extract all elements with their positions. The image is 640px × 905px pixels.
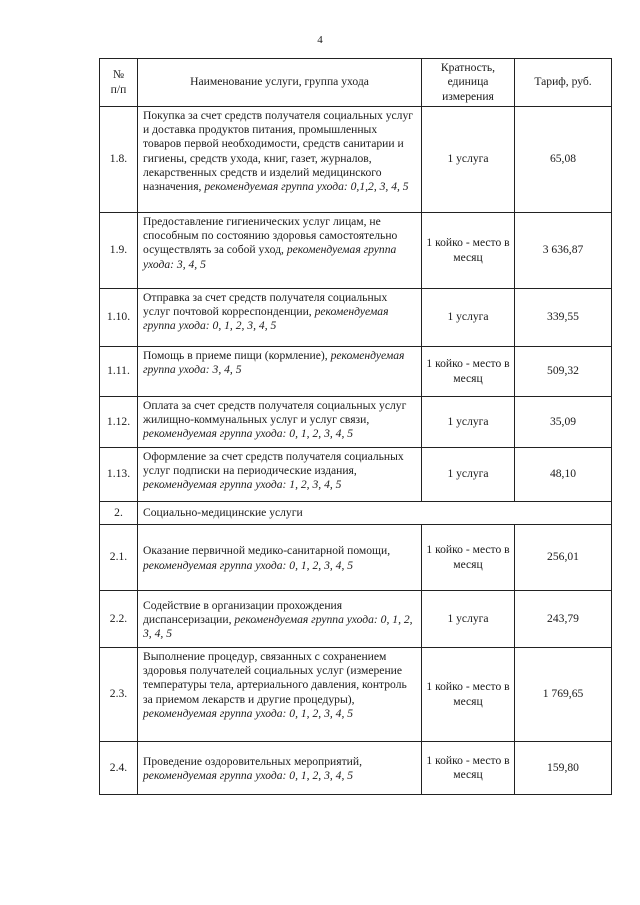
row-num: 2.4.: [100, 742, 138, 795]
care-group: рекомендуемая группа ухода: 0, 1, 2, 3, 4, 5: [143, 305, 389, 333]
table-row: [100, 107, 612, 213]
table-row: [100, 742, 612, 795]
service-text: Оплата за счет средств получателя социальных услуг жилищно-коммунальных услуг и услуг связи,: [143, 399, 407, 427]
table-row: [100, 347, 612, 397]
row-unit: 1 койко - место в месяц: [422, 742, 515, 795]
care-group: рекомендуемая группа ухода: 0, 1, 2, 3, 4, 5: [143, 612, 413, 641]
row-service-name: [138, 347, 422, 397]
row-num: 2.1.: [100, 525, 138, 591]
row-tariff: 3 636,87: [515, 213, 612, 289]
row-service-name: [138, 107, 422, 213]
care-group: рекомендуемая группа ухода: 0, 1, 2, 3, 4, 5: [143, 769, 354, 782]
table-header-row: [100, 59, 612, 107]
row-tariff: 1 769,65: [515, 648, 612, 742]
row-tariff: 35,09: [515, 397, 612, 448]
care-group: рекомендуемая группа ухода: 0, 1, 2, 3, 4, 5: [143, 706, 354, 720]
header-num: № п/п: [100, 59, 138, 107]
header-name: Наименование услуги, группа ухода: [138, 59, 422, 107]
care-group: рекомендуемая группа ухода: 1, 2, 3, 4, 5: [143, 478, 342, 492]
care-group: рекомендуемая группа ухода: 0, 1, 2, 3, 4, 5: [143, 427, 354, 441]
row-service-name: [138, 397, 422, 448]
service-text: Предоставление гигиенических услуг лицам, не способным по состоянию здоровья самостоятельно осуществлять за собой уход,: [143, 215, 398, 257]
table-row: [100, 525, 612, 591]
row-service-name: [138, 742, 422, 795]
row-unit: 1 услуга: [422, 448, 515, 502]
header-tariff: Тариф, руб.: [515, 59, 612, 107]
row-num: 1.11.: [100, 347, 138, 397]
table-row: [100, 591, 612, 648]
row-num: 1.9.: [100, 213, 138, 289]
row-unit: 1 койко - место в месяц: [422, 213, 515, 289]
service-text: Содействие в организации прохождения диспансеризации,: [143, 598, 343, 626]
tariff-table: [99, 58, 612, 795]
row-tariff: 243,79: [515, 591, 612, 648]
care-group: рекомендуемая группа ухода: 0,1,2, 3, 4, 5: [204, 180, 409, 194]
service-text: Оказание первичной медико-санитарной помощи,: [143, 544, 391, 558]
row-service-name: [138, 213, 422, 289]
row-num: 1.13.: [100, 448, 138, 502]
service-text: Проведение оздоровительных мероприятий,: [143, 754, 362, 768]
row-unit: 1 койко - место в месяц: [422, 525, 515, 591]
row-tariff: 256,01: [515, 525, 612, 591]
header-unit: [422, 59, 515, 107]
row-unit: 1 услуга: [422, 397, 515, 448]
table-row: [100, 213, 612, 289]
care-group: рекомендуемая группа ухода: 3, 4, 5: [143, 349, 405, 377]
row-tariff: 48,10: [515, 448, 612, 502]
row-unit: 1 койко - место в месяц: [422, 648, 515, 742]
row-num: 2.2.: [100, 591, 138, 648]
row-service-name: [138, 289, 422, 347]
header-unit-line-1: Кратность,: [440, 61, 496, 75]
table-row: [100, 397, 612, 448]
section-row: [100, 502, 612, 525]
care-group: рекомендуемая группа ухода: 3, 4, 5: [143, 243, 397, 271]
section-num: 2.: [100, 502, 138, 525]
row-num: 1.12.: [100, 397, 138, 448]
service-text: Оформление за счет средств получателя социальных услуг подписки на периодические издания,: [143, 450, 404, 478]
section-title: Социально-медицинские услуги: [138, 502, 612, 525]
row-service-name: [138, 648, 422, 742]
row-num: 1.10.: [100, 289, 138, 347]
row-tariff: 339,55: [515, 289, 612, 347]
table-row: [100, 289, 612, 347]
row-tariff: 509,32: [515, 347, 612, 397]
header-unit-line-2: единица: [447, 75, 489, 89]
row-unit: 1 койко - место в месяц: [422, 347, 515, 397]
service-text: Отправка за счет средств получателя социальных услуг почтовой корреспонденции,: [143, 291, 388, 319]
row-num: 1.8.: [100, 107, 138, 213]
row-unit: 1 услуга: [422, 289, 515, 347]
row-service-name: [138, 525, 422, 591]
row-service-name: [138, 448, 422, 502]
care-group: рекомендуемая группа ухода: 0, 1, 2, 3, 4, 5: [143, 558, 354, 572]
service-text: Выполнение процедур, связанных с сохранением здоровья получателей социальных услуг (измерение температуры тела, артериального давления, контроль за приемом лекарств и другие процедуры),: [143, 650, 407, 706]
table-row: [100, 648, 612, 742]
row-service-name: [138, 591, 422, 648]
header-unit-line-3: измерения: [442, 89, 494, 103]
service-text: Покупка за счет средств получателя социальных услуг и доставка продуктов питания, промышленных товаров первой необходимости, средств санитарии и гигиены, средств ухода, книг, газет, журналов, лекарственных средств и изделий медицинского назначения,: [143, 109, 414, 194]
service-text: Помощь в приеме пищи (кормление),: [143, 349, 328, 362]
row-unit: 1 услуга: [422, 107, 515, 213]
row-unit: 1 услуга: [422, 591, 515, 648]
page-number: 4: [317, 34, 323, 46]
row-tariff: 159,80: [515, 742, 612, 795]
row-tariff: 65,08: [515, 107, 612, 213]
table-row: [100, 448, 612, 502]
row-num: 2.3.: [100, 648, 138, 742]
